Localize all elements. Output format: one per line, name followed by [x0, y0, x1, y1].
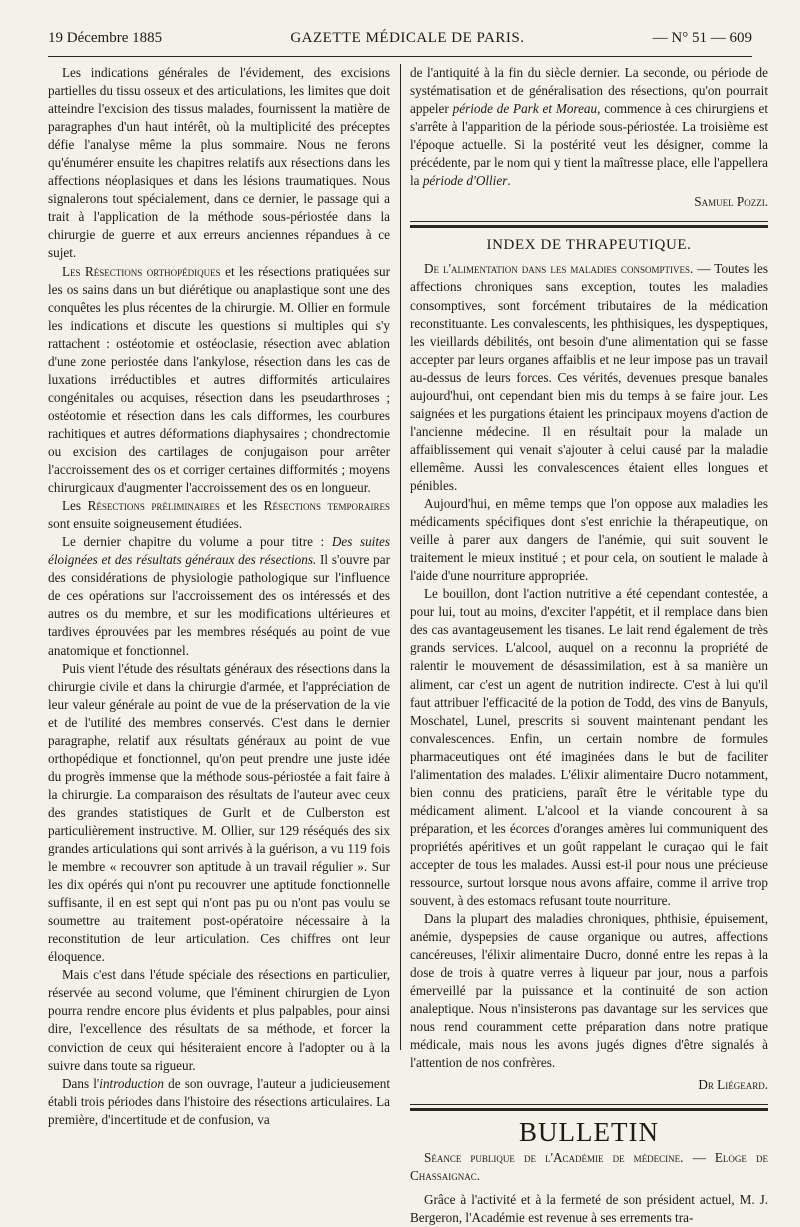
paragraph: de l'antiquité à la fin du siècle dernier. La seconde, ou période de systématisation et de généralisation des résections, qu'on pourrait appeler période de Park et Moreau, commence à ces chirurgiens et s'arrête à l'apparition de la période sous-périostée. La troisième est l'époque actuelle. Si la postérité veut les désigner, comme la précédente, par le nom qui y tient la maîtresse place, elle l'appellera la période d'Ollier. [410, 65, 768, 189]
section-divider [410, 221, 768, 222]
paragraph: Dans la plupart des maladies chroniques, phthisie, épuisement, anémie, dyspepsies de cause organique ou autres, affections cancéreuses, l'élixir alimentaire Ducro, donné entre les repas à la dose de trois à quatre verres à liqueur par jour, nous a parfois émerveillé par la puissance et la continuité de son action analeptique. Nous n'insisterons pas davantage sur les services que nous rend couramment cette préparation dans notre pratique médicale, mais nous les avons jugés dignes d'être signalés à l'attention de nos confrères. [410, 911, 768, 1071]
paragraph: Le dernier chapitre du volume a pour titre : Des suites éloignées et des résultats généraux des résections. Il s'ouvre par des considérations de physiologie pathologique sur l'influence de ces opérations sur l'accroissement des os intéressés et des autres os du membre, et sur les modifications ultérieures et tardives éprouvées par les membres réséqués au point de vue anatomique et fonctionnel. [48, 534, 390, 658]
left-column [48, 64, 390, 1127]
paragraph: Le bouillon, dont l'action nutritive a été cependant contestée, a pour lui, tout au moins, d'exciter l'appétit, et il remplace dans bien des cas avantageusement les tisanes. Le lait rend également de très grands services. L'alcool, auquel on a reconnu la propriété de ralentir le mouvement de désassimilation, est à sa manière un aliment, car c'est un agent de nutrition indirecte. C'est à lui qu'il faut attribuer l'efficacité de la potion de Todd, des vins de Banyuls, Moschatel, Lunel, prescrits si souvent maintenant pendant les convalescences. Enfin, un certain nombre de formules pharmaceutiques ont été imaginées dans le but de faciliter l'alimentation des malades. L'élixir alimentaire Ducro notamment, bien connu des praticiens, paraît être le véritable type du médicament aliment. L'alcool et la viande concourent à sa préparation, et les écorces d'oranges amères lui communiquent des propriétés apéritives et un goût rappelant le curaçao qui le fait accepter de tous les malades. Aussi est-il pour nous une précieuse ressource, surtout lorsque nous avons affaire, comme il arrive trop souvent, à des estomacs refusant toute nourriture. [410, 586, 768, 909]
paragraph: Aujourd'hui, en même temps que l'on oppose aux maladies les médicaments spécifiques dont s'est enrichie la thérapeutique, on veille à parer aux dangers de l'anémie, qui suit souvent le traitement le mieux institué ; et pour cela, on soutient le malade à l'aide d'une nourriture appropriée. [410, 496, 768, 584]
journal-title: GAZETTE MÉDICALE DE PARIS. [290, 30, 525, 46]
paragraph: Grâce à l'activité et à la fermeté de son président actuel, M. J. Bergeron, l'Académie est revenue à ses errements tra- [410, 1191, 768, 1225]
section-heading: Résections temporaires [263, 498, 390, 514]
right-column [410, 64, 768, 1225]
issue-date: 19 Décembre 1885 [48, 30, 163, 46]
section-heading: Résections préliminaires [87, 498, 220, 514]
paragraph: Puis vient l'étude des résultats généraux des résections dans la chirurgie civile et dans la chirurgie d'armée, et l'appréciation de leur valeur générale au point de vue de la préservation de la vie et de l'utilité des membres conservés. C'est dans le dernier paragraphe, relatif aux résultats généraux au point de vue orthopédique et fonctionnel, qu'on peut prendre une juste idée du progrès immense que la méthode sous-périostée a fait faire à la chirurgie. La comparaison des résultats de l'auteur avec ceux des grandes statistiques de Gurlt et de Culberston est particulièrement instructive. M. Ollier, sur 129 réséqués des six grandes articulations qui sont arrivés à la guérison, a vu 119 fois le membre « recouvrer son aptitude à un travail régulier ». Sur les dix opérés qui n'ont pu recouvrer une aptitude fonctionnelle suffisante, il en est sept qui n'ont pas pu ou n'ont pas voulu se soumettre au traitement post-opératoire nécessaire à la reconstitution de leur articulation. Ces chiffres ont leur éloquence. [48, 660, 390, 965]
section-divider [410, 1104, 768, 1105]
paragraph: Les Résections orthopédiques et les résections pratiquées sur les os sains dans un but diérétique ou anaplastique sont une des conquêtes les plus récentes de la chirurgie. M. Ollier en formule les indications et discute les questions si multiples qui s'y rattachent : ostéotomie et ostéoclasie, résection avec ablation d'une zone periostée dans l'ankylose, résection dans les cas de luxations irréductibles et autres difformités articulaires congénitales ou acquises, résection dans les pseudarthroses ; ostéotomie et résection dans les cals difformes, les courbures rachitiques et autres déformations diaphysaires ; chondrectomie ou excision des cartilages de conjugaison pour arrêter l'accroissement des os et corriger certaines difformités ; moyens chirurgicaux d'augmenter l'accroissement des os en longueur. [48, 263, 390, 496]
section-title: INDEX DE THRAPEUTIQUE. [486, 237, 692, 254]
article-heading: Séance publique de l'Académie de médecine. — Eloge de Chassaignac. [410, 1149, 768, 1183]
issue-number: — N° 51 — 609 [652, 30, 752, 46]
section-title: BULLETIN [519, 1116, 659, 1147]
section-divider [410, 1108, 768, 1111]
paragraph: De l'alimentation dans les maladies consomptives. — Toutes les affections chroniques sans exception, toutes les maladies consomptives, sont forcément tributaires de la médication reconstituante. Les convalescents, les phthisiques, les dyspeptiques, les vieillards débilités, ont besoin d'une alimentation qui se fasse accepter par leurs organes affaiblis et ne leur impose pas un travail au-dessus de leurs forces. Ces vérités, devenues presque banales aujourd'hui, ont cependant bien mis du temps à se faire jour. Les saignées et les purgations étaient les principaux moyens d'action de l'ancienne médecine. Il en résultait pour la malade un affaiblissement qui venait s'ajouter à celui causé par la maladie ellemême. Aussi les convalescences étaient elles longues et pénibles. [410, 261, 768, 493]
article-heading: De l'alimentation dans les maladies consomptives. [424, 261, 694, 277]
paragraph: Les indications générales de l'évidement, des excisions partielles du tissu osseux et des articulations, les limites que doit atteindre l'excision des tissus malades, fournissent la matière de paragraphes d'un haut intérêt, où la multiplicité des préceptes défie l'analyse même la plus sommaire. Nous ne ferons qu'énumérer ensuite les chapitres relatifs aux résections dans les affections néoplasiques et dans les lésions traumatiques. Nous signalerons tout spécialement, dans ce dernier, le passage qui a trait à l'application de la méthode sous-périostée dans la chirurgie de guerre et aux erreurs anciennes répandues à ce sujet. [48, 65, 390, 261]
section-heading: Les Résections orthopédiques [62, 263, 221, 279]
section-divider [410, 225, 768, 228]
chapter-title: Des suites éloignées et des résultats généraux des résections. [48, 534, 390, 568]
paragraph: Dans l'introduction de son ouvrage, l'auteur a judicieusement établi trois périodes dans l'histoire des résections articulaires. La première, d'incertitude et de confusion, va [48, 1075, 390, 1127]
author-signature: Samuel Pozzi. [694, 194, 768, 210]
column-divider [400, 64, 401, 1050]
paragraph: Mais c'est dans l'étude spéciale des résections en particulier, réservée au second volume, que l'éminent chirurgien de Lyon pourra rendre encore plus évidents et plus palpables, pour ainsi dire, l'excellence des résultats de sa méthode, et forcer la conviction de ceux qui hésiteraient encore à l'adopter ou à la suivre dans toute sa rigueur. [48, 967, 390, 1073]
author-signature: Dr Liégeard. [698, 1076, 768, 1092]
page-header [48, 30, 752, 57]
paragraph: Les Résections préliminaires et les Résections temporaires sont ensuite soigneusement étudiées. [48, 498, 390, 532]
